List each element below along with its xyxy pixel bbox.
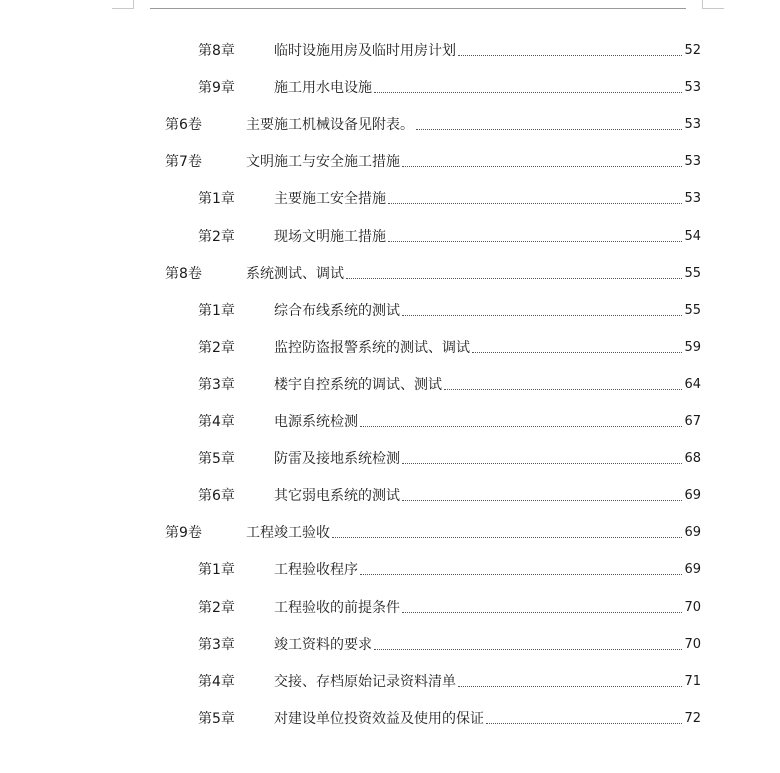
toc-entry-number: 第6卷 (165, 117, 202, 134)
toc-entry[interactable] (198, 186, 701, 208)
toc-dot-leader (458, 686, 682, 687)
toc-entry[interactable] (198, 483, 701, 505)
toc-entry-title: 竣工资料的要求 (274, 636, 372, 653)
toc-dot-leader (402, 612, 682, 613)
toc-entry-page-number: 52 (684, 43, 701, 58)
toc-entry[interactable] (198, 335, 701, 357)
toc-entry-page-number: 54 (684, 228, 701, 244)
toc-entry-number: 第4章 (198, 414, 235, 430)
toc-entry-title: 主要施工安全措施 (274, 191, 386, 208)
toc-entry[interactable] (165, 520, 701, 542)
toc-entry[interactable] (198, 632, 701, 654)
toc-entry-page-number: 69 (684, 525, 701, 541)
toc-entry[interactable] (198, 224, 701, 246)
toc-dot-leader (360, 426, 682, 427)
toc-entry-title: 监控防盗报警系统的测试、调试 (274, 339, 470, 356)
toc-entry-title: 系统测试、调试 (246, 265, 344, 282)
toc-entry-page-number: 53 (684, 117, 701, 133)
toc-entry-number: 第1章 (198, 191, 235, 208)
toc-entry-title: 电源系统检测 (274, 414, 358, 430)
toc-dot-leader (388, 203, 682, 204)
toc-entry-number: 第9章 (198, 80, 235, 97)
toc-entry-page-number: 72 (684, 710, 701, 726)
toc-entry[interactable] (198, 409, 701, 431)
crop-mark-top-left-vertical (133, 0, 134, 8)
toc-entry[interactable] (198, 38, 701, 60)
toc-dot-leader (472, 352, 682, 353)
toc-entry-title: 楼宇自控系统的调试、测试 (274, 376, 442, 393)
toc-entry-number: 第9卷 (165, 525, 202, 542)
crop-mark-top-right-vertical (702, 0, 703, 8)
toc-entry-title: 工程竣工验收 (246, 525, 330, 542)
toc-dot-leader (332, 537, 682, 538)
toc-entry-page-number: 69 (684, 562, 701, 578)
toc-entry-page-number: 70 (684, 599, 701, 615)
toc-entry-title: 其它弱电系统的测试 (274, 488, 400, 505)
toc-entry-page-number: 59 (684, 339, 701, 355)
toc-entry-number: 第3章 (198, 636, 235, 653)
toc-dot-leader (402, 166, 682, 167)
crop-mark-top-left-horizontal (112, 8, 134, 9)
toc-entry-title: 工程验收程序 (274, 562, 358, 579)
toc-entry-page-number: 67 (684, 414, 701, 429)
toc-dot-leader (374, 649, 682, 650)
toc-entry-number: 第3章 (198, 376, 235, 393)
toc-dot-leader (486, 723, 682, 724)
toc-entry[interactable] (198, 298, 701, 320)
toc-entry-title: 临时设施用房及临时用房计划 (274, 43, 456, 59)
toc-entry[interactable] (198, 706, 701, 728)
toc-entry-number: 第5章 (198, 710, 235, 727)
toc-entry[interactable] (165, 149, 701, 171)
toc-entry-page-number: 69 (684, 488, 701, 504)
header-rule (150, 8, 686, 9)
toc-entry-title: 综合布线系统的测试 (274, 302, 400, 319)
toc-dot-leader (444, 389, 682, 390)
toc-entry-title: 施工用水电设施 (274, 80, 372, 97)
toc-entry-number: 第1章 (198, 562, 235, 579)
toc-entry-title: 防雷及接地系统检测 (274, 451, 400, 468)
toc-entry-number: 第5章 (198, 451, 235, 468)
toc-entry-number: 第8章 (198, 43, 235, 59)
toc-entry-page-number: 53 (684, 154, 701, 170)
toc-entry-number: 第1章 (198, 302, 235, 319)
toc-dot-leader (402, 463, 682, 464)
toc-entry[interactable] (198, 446, 701, 468)
toc-entry-page-number: 55 (684, 302, 701, 318)
toc-entry-number: 第7卷 (165, 154, 202, 171)
toc-entry-number: 第2章 (198, 599, 235, 616)
toc-entry-title: 主要施工机械设备见附表。 (246, 117, 414, 134)
toc-entry-title: 对建设单位投资效益及使用的保证 (274, 710, 484, 727)
toc-entry[interactable] (165, 112, 701, 134)
toc-entry[interactable] (165, 261, 701, 283)
toc-entry-title: 现场文明施工措施 (274, 228, 386, 245)
toc-dot-leader (402, 315, 682, 316)
toc-entry-page-number: 71 (684, 673, 701, 689)
toc-entry-page-number: 55 (684, 265, 701, 281)
toc-entry[interactable] (198, 372, 701, 394)
toc-dot-leader (374, 92, 682, 93)
toc-entry-page-number: 70 (684, 636, 701, 652)
toc-entry-page-number: 64 (684, 376, 701, 392)
toc-entry-title: 文明施工与安全施工措施 (246, 154, 400, 171)
crop-mark-top-right-horizontal (702, 8, 724, 9)
toc-entry-page-number: 68 (684, 451, 701, 467)
toc-entry[interactable] (198, 75, 701, 97)
toc-dot-leader (346, 278, 682, 279)
toc-entry[interactable] (198, 595, 701, 617)
toc-entry-number: 第2章 (198, 228, 235, 245)
toc-entry-page-number: 53 (684, 191, 701, 207)
toc-dot-leader (388, 241, 682, 242)
toc-dot-leader (458, 55, 682, 56)
toc-entry-number: 第6章 (198, 488, 235, 505)
toc-entry-number: 第4章 (198, 673, 235, 690)
toc-entry-title: 交接、存档原始记录资料清单 (274, 673, 456, 690)
toc-entry-number: 第2章 (198, 339, 235, 356)
toc-entry[interactable] (198, 669, 701, 691)
toc-dot-leader (416, 129, 682, 130)
toc-entry-page-number: 53 (684, 80, 701, 96)
toc-dot-leader (360, 574, 682, 575)
toc-entry-title: 工程验收的前提条件 (274, 599, 400, 616)
toc-entry[interactable] (198, 557, 701, 579)
toc-entry-number: 第8卷 (165, 265, 202, 282)
toc-dot-leader (402, 500, 682, 501)
